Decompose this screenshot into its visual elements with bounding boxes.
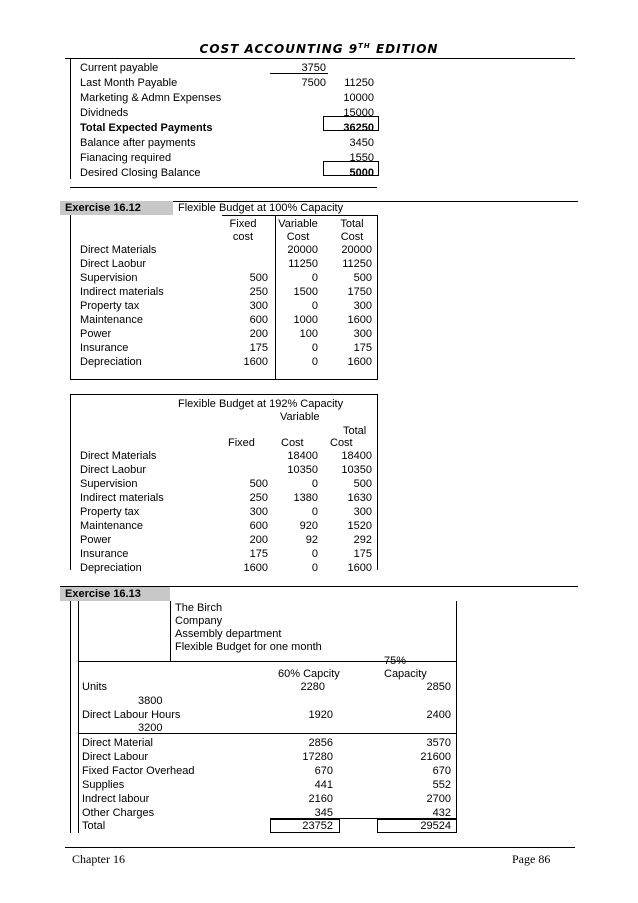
t2-row-variable: 10350: [287, 464, 318, 476]
t3-dlh-label: Direct Labour Hours: [82, 709, 181, 721]
cash-row-amount-b: 15000: [343, 107, 374, 119]
t1-row-variable: 100: [299, 328, 318, 340]
t1-right-rule: [377, 215, 378, 380]
t3-extra1: 3800: [138, 695, 163, 707]
total75-box: [377, 819, 457, 833]
t3-row-60: 670: [314, 765, 333, 777]
ex1612-title1: Flexible Budget at 100% Capacity: [178, 202, 344, 214]
t1-sub-1: Cost: [286, 231, 310, 243]
cash-underline-a: [270, 73, 328, 74]
t2-head-variable: Variable: [280, 411, 320, 423]
t1-row-fixed: 300: [249, 300, 268, 312]
t3-total60: 23752: [302, 820, 333, 832]
cash-row-label: Fianacing required: [80, 152, 172, 164]
t3-row-label: Other Charges: [82, 807, 155, 819]
t1-row-fixed: 175: [249, 342, 268, 354]
t1-head-rule: [222, 215, 377, 216]
t1-head-1: Variable: [278, 218, 318, 230]
t2-row-variable: 920: [299, 520, 318, 532]
t3-title-line: Company: [175, 615, 223, 627]
t1-row-total: 20000: [341, 244, 372, 256]
t1-row-label: Property tax: [80, 300, 140, 312]
t1-row-total: 300: [353, 300, 372, 312]
t3-col75-b: Capacity: [384, 668, 427, 680]
t1-head-0: Fixed: [229, 218, 257, 230]
t3-row-60: 2856: [308, 737, 333, 749]
header-rule: [65, 58, 575, 59]
t1-row-fixed: 500: [249, 272, 268, 284]
t2-row-label: Indirect materials: [80, 492, 164, 504]
t1-row-variable: 0: [311, 272, 318, 284]
t3-title-rule: [170, 601, 171, 661]
t1-row-total: 1600: [347, 356, 372, 368]
t3-row-label: Direct Labour: [82, 751, 149, 763]
header-title: COST ACCOUNTING 9: [199, 42, 359, 56]
t3-row-75: 552: [432, 779, 451, 791]
cash-row-amount-b: 5000: [349, 167, 374, 179]
ex1612-label: Exercise 16.12: [60, 201, 173, 215]
t2-row-variable: 18400: [287, 450, 318, 462]
t3-row-label: Fixed Factor Overhead: [82, 765, 195, 777]
t2-row-variable: 0: [311, 506, 318, 518]
t3-units60: 2280: [300, 681, 325, 693]
t2-row-fixed: 200: [249, 534, 268, 546]
total-payments-box: [323, 116, 379, 131]
t2-row-fixed: 175: [249, 548, 268, 560]
cash-row-label: Dividneds: [80, 107, 129, 119]
t3-row-75: 670: [432, 765, 451, 777]
total60-box: [270, 819, 340, 833]
t3-row-75: 21600: [420, 751, 451, 763]
cash-left-rule: [70, 58, 71, 179]
t2-row-variable: 0: [311, 478, 318, 490]
t1-row-variable: 0: [311, 356, 318, 368]
t2-row-label: Depreciation: [80, 562, 142, 574]
t3-title-line: Assembly department: [175, 628, 282, 640]
header-sup: TH: [358, 42, 371, 50]
t2-row-label: Supervision: [80, 478, 138, 490]
t2-row-total: 175: [353, 548, 372, 560]
cash-row-label: Marketing & Admn Expenses: [80, 92, 222, 104]
t1-col-rule: [275, 215, 276, 380]
cash-row-label: Total Expected Payments: [80, 122, 213, 134]
t2-row-total: 500: [353, 478, 372, 490]
cash-row-amount-a: 7500: [301, 77, 326, 89]
t2-row-total: 300: [353, 506, 372, 518]
footer-page: Page 86: [512, 852, 551, 866]
t1-sub-2: Cost: [340, 231, 364, 243]
t3-row-60: 17280: [302, 751, 333, 763]
t2-row-variable: 0: [311, 562, 318, 574]
t3-row-75: 432: [432, 807, 451, 819]
t2-row-fixed: 300: [249, 506, 268, 518]
t3-row-75: 2700: [426, 793, 451, 805]
t1-row-label: Depreciation: [80, 356, 142, 368]
cash-row-label: Current payable: [80, 62, 159, 74]
t1-row-fixed: 1600: [243, 356, 268, 368]
t2-row-total: 1630: [347, 492, 372, 504]
t2-row-total: 10350: [341, 464, 372, 476]
t1-row-variable: 1500: [293, 286, 318, 298]
t3-right-rule: [456, 601, 457, 833]
t2-head-fixed: Fixed: [228, 437, 255, 449]
t1-row-label: Direct Materials: [80, 244, 157, 256]
t2-row-label: Property tax: [80, 506, 140, 518]
t3-dlh60: 1920: [308, 709, 333, 721]
t1-left-rule: [70, 215, 71, 380]
t1-row-variable: 0: [311, 300, 318, 312]
t2-head-cost1: Cost: [281, 437, 304, 449]
t1-row-total: 500: [353, 272, 372, 284]
t2-row-total: 1600: [347, 562, 372, 574]
t3-row-label: Direct Material: [82, 737, 153, 749]
t1-row-label: Power: [80, 328, 112, 340]
t1-row-total: 11250: [342, 258, 372, 270]
t2-row-label: Maintenance: [80, 520, 143, 532]
t2-row-label: Power: [80, 534, 112, 546]
cash-row-amount-b: 36250: [343, 122, 374, 134]
t2-right-rule: [377, 394, 378, 570]
t2-row-total: 18400: [341, 450, 372, 462]
t3-row-60: 345: [314, 807, 333, 819]
t2-row-variable: 0: [311, 548, 318, 560]
t1-row-variable: 0: [311, 342, 318, 354]
t1-head-2: Total: [340, 218, 364, 230]
t1-row-variable: 1000: [293, 314, 318, 326]
t2-row-variable: 92: [305, 534, 318, 546]
t1-row-label: Supervision: [80, 272, 138, 284]
cash-row-amount-b: 1550: [349, 152, 374, 164]
t2-row-label: Insurance: [80, 548, 129, 560]
t1-bottom-rule: [70, 379, 377, 380]
t1-row-label: Insurance: [80, 342, 129, 354]
cash-row-label: Desired Closing Balance: [80, 167, 201, 179]
t3-total-label: Total: [82, 820, 106, 832]
t1-row-label: Maintenance: [80, 314, 143, 326]
t2-row-fixed: 250: [249, 492, 268, 504]
t2-row-total: 1520: [347, 520, 372, 532]
t3-row-75: 3570: [426, 737, 451, 749]
t1-row-total: 1600: [347, 314, 372, 326]
t2-top-rule: [70, 394, 377, 395]
t1-row-label: Indirect materials: [80, 286, 164, 298]
t2-row-fixed: 500: [249, 478, 268, 490]
t3-dlh75: 2400: [426, 709, 451, 721]
t2-row-label: Direct Laobur: [80, 464, 147, 476]
footer-rule: [65, 847, 575, 848]
t3-inner-left-rule: [78, 601, 79, 833]
t2-row-fixed: 600: [249, 520, 268, 532]
t3-col60: 60% Capcity: [278, 668, 340, 680]
t3-title-line: The Birch: [175, 602, 223, 614]
t2-head-total: Total: [343, 425, 367, 437]
t1-row-fixed: 250: [249, 286, 268, 298]
t1-row-total: 175: [353, 342, 372, 354]
t2-left-rule: [70, 394, 71, 570]
cash-row-amount-b: 10000: [343, 92, 374, 104]
t3-row-label: Indrect labour: [82, 793, 150, 805]
t3-total75: 29524: [420, 820, 451, 832]
cash-row-amount-a: 3750: [301, 62, 326, 74]
t3-col75-a: 75%: [384, 655, 407, 667]
footer-chapter: Chapter 16: [72, 852, 125, 866]
t1-row-variable: 20000: [287, 244, 318, 256]
cash-row-amount-b: 11250: [344, 77, 374, 89]
t2-row-fixed: 1600: [243, 562, 268, 574]
t3-units-label: Units: [82, 681, 108, 693]
cash-bottom-rule: [70, 187, 377, 188]
t2-row-variable: 1380: [293, 492, 318, 504]
page-header: [0, 42, 638, 56]
t2-head-cost2: Cost: [330, 437, 353, 449]
cash-row-amount-b: 3450: [349, 137, 374, 149]
closing-balance-box: [323, 161, 379, 176]
t2-row-label: Direct Materials: [80, 450, 157, 462]
t3-row-60: 441: [314, 779, 333, 791]
t3-title-line: Flexible Budget for one month: [175, 641, 322, 653]
ex1612-title2: Flexible Budget at 192% Capacity: [178, 398, 344, 410]
cash-row-label: Balance after payments: [80, 137, 196, 149]
t3-left-rule: [70, 601, 71, 833]
t1-row-fixed: 600: [249, 314, 268, 326]
t3-row-label: Supplies: [82, 779, 125, 791]
t1-sub-0: cost: [232, 231, 254, 243]
t1-row-fixed: 200: [249, 328, 268, 340]
t1-row-variable: 11250: [288, 258, 318, 270]
t1-row-total: 1750: [347, 286, 372, 298]
t2-row-total: 292: [353, 534, 372, 546]
t3-extra2: 3200: [138, 722, 163, 734]
t3-row-60: 2160: [308, 793, 333, 805]
cash-row-label: Last Month Payable: [80, 77, 178, 89]
ex1613-label: Exercise 16.13: [60, 587, 170, 601]
t1-row-total: 300: [353, 328, 372, 340]
t3-units75: 2850: [426, 681, 451, 693]
t3-mid-rule: [78, 733, 456, 734]
header-title-tail: EDITION: [370, 42, 439, 56]
t1-row-label: Direct Laobur: [80, 258, 147, 270]
